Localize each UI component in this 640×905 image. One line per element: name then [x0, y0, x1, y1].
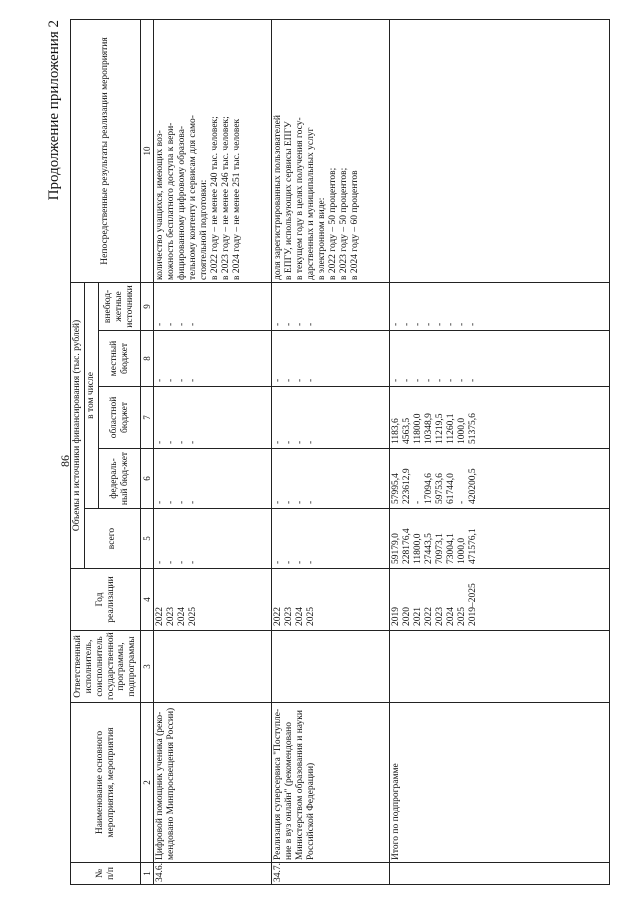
regional-value: 11800,0	[413, 413, 424, 444]
header-activity-name: Наименование основного мероприятия, мероприятия	[71, 703, 141, 863]
local-value: -	[284, 378, 295, 382]
extrabudget-value: -	[188, 322, 199, 326]
results-cell	[390, 19, 610, 282]
local-cell	[390, 331, 610, 387]
federal-value: -	[306, 500, 317, 504]
activity-name-line: Реализация суперсервиса "Поступле-	[273, 708, 284, 860]
result-line: количество учащихся, имеющих воз-	[155, 130, 166, 280]
local-value: -	[467, 378, 478, 382]
executor-cell	[272, 631, 390, 703]
total-value: -	[166, 560, 177, 564]
total-value: 73004,1	[445, 533, 456, 564]
extrabudget-value: -	[391, 322, 402, 326]
local-value: -	[456, 378, 467, 382]
regional-value: 11219,5	[435, 413, 446, 444]
federal-value: 59753,6	[435, 473, 446, 504]
federal-value: -	[295, 500, 306, 504]
table-row	[390, 19, 610, 884]
header-extrabudget: внебюд-жетные источники	[99, 282, 141, 330]
appendix-continuation-header: Продолжение приложения 2	[46, 20, 62, 201]
extrabudget-value: -	[295, 322, 306, 326]
year-value: 2024	[295, 607, 306, 626]
regional-value: 4563,5	[402, 417, 413, 444]
extrabudget-value: -	[166, 322, 177, 326]
header-local: местный бюджет	[99, 331, 141, 387]
result-line: в 2023 году – 50 процентов;	[338, 167, 349, 280]
federal-cell	[390, 449, 610, 509]
federal-value: -	[273, 500, 284, 504]
local-value: -	[424, 378, 435, 382]
table-row	[272, 19, 390, 884]
result-line: можность бесплатного доступа к вери-	[166, 122, 177, 280]
result-line: в электронном виде:	[317, 197, 328, 280]
regional-value: -	[166, 440, 177, 444]
total-value: -	[177, 560, 188, 564]
header-results: Непосредственные результаты реализации мероприятия	[71, 19, 141, 282]
local-cell	[272, 331, 390, 387]
extrabudget-cell	[390, 282, 610, 330]
header-total: всего	[85, 509, 141, 569]
column-number-row	[141, 19, 154, 884]
year-value: 2023	[435, 607, 446, 626]
header-year: Год реализации	[71, 569, 141, 631]
federal-value: -	[155, 500, 166, 504]
federal-value: -	[166, 500, 177, 504]
result-line: в 2024 году – не менее 251 тыс. человек	[231, 118, 242, 280]
table-row	[154, 19, 272, 884]
local-value: -	[188, 378, 199, 382]
column-number: 2	[141, 703, 154, 863]
executor-cell	[390, 631, 610, 703]
regional-value: -	[295, 440, 306, 444]
table-body	[154, 19, 610, 884]
total-value: -	[295, 560, 306, 564]
result-line: в ЕПГУ, использующих сервисы ЕПГУ	[284, 121, 295, 280]
local-value: -	[413, 378, 424, 382]
result-line: в текущем году в целях получения госу-	[295, 117, 306, 280]
total-cell	[154, 509, 272, 569]
year-value: 2022	[424, 607, 435, 626]
year-value: 2023	[166, 607, 177, 626]
activity-name-line: Цифровой помощник ученика (реко-	[155, 711, 166, 860]
result-line: дарственных и муниципальных услуг	[306, 127, 317, 280]
local-value: -	[306, 378, 317, 382]
column-number: 5	[141, 509, 154, 569]
extrabudget-value: -	[413, 322, 424, 326]
results-cell	[272, 19, 390, 282]
extrabudget-value: -	[177, 322, 188, 326]
activity-name-line: Министерством образования и науки	[295, 710, 306, 860]
column-number: 7	[141, 387, 154, 449]
total-value: 471576,1	[467, 528, 478, 564]
regional-value: 10348,9	[424, 413, 435, 444]
total-value: 228176,4	[402, 528, 413, 564]
total-value: -	[273, 560, 284, 564]
federal-value: -	[188, 500, 199, 504]
federal-cell	[272, 449, 390, 509]
regional-cell	[390, 387, 610, 449]
total-value: -	[284, 560, 295, 564]
column-number: 8	[141, 331, 154, 387]
result-line: тельному контенту и сервисам для само-	[188, 115, 199, 280]
activity-name-cell	[154, 703, 272, 863]
header-funding-group: Объемы и источники финансирования (тыс. рублей)	[71, 282, 85, 568]
local-value: -	[402, 378, 413, 382]
regional-value: -	[306, 440, 317, 444]
total-value: 70973,1	[435, 533, 446, 564]
header-regional: областной бюджет	[99, 387, 141, 449]
local-value: -	[177, 378, 188, 382]
federal-value: 223612,9	[402, 468, 413, 504]
regional-value: 1000,0	[456, 417, 467, 444]
regional-cell	[272, 387, 390, 449]
header-executor: Ответственный исполнитель, соисполнитель государственной программы, подпрограммы	[71, 631, 141, 703]
total-value: 1000,0	[456, 537, 467, 564]
regional-value: -	[177, 440, 188, 444]
year-value: 2021	[413, 607, 424, 626]
year-value: 2025	[306, 607, 317, 626]
extrabudget-value: -	[456, 322, 467, 326]
year-value: 2019	[391, 607, 402, 626]
year-value: 2025	[456, 607, 467, 626]
local-value: -	[435, 378, 446, 382]
years-cell	[154, 569, 272, 631]
local-value: -	[391, 378, 402, 382]
program-activities-table	[70, 19, 610, 885]
result-line: фицированному цифровому образова-	[177, 125, 188, 280]
column-number: 9	[141, 282, 154, 330]
activity-name-line: мендовано Минпросвещения России)	[166, 707, 177, 860]
total-value: -	[306, 560, 317, 564]
result-line: стоятельной подготовки:	[199, 179, 210, 280]
total-value: -	[155, 560, 166, 564]
federal-value: 17094,6	[424, 473, 435, 504]
extrabudget-value: -	[402, 322, 413, 326]
regional-value: -	[188, 440, 199, 444]
executor-cell	[154, 631, 272, 703]
page-number: 86	[58, 455, 72, 467]
year-value: 2025	[188, 607, 199, 626]
column-number: 4	[141, 569, 154, 631]
year-value: 2019–2025	[467, 583, 478, 626]
regional-value: -	[155, 440, 166, 444]
federal-value: -	[413, 500, 424, 504]
result-line: в 2022 году – не менее 240 тыс. человек;	[209, 116, 220, 280]
extrabudget-value: -	[306, 322, 317, 326]
federal-value: 61744,0	[445, 473, 456, 504]
activity-name-line: Российской Федерации)	[306, 762, 317, 860]
extrabudget-value: -	[155, 322, 166, 326]
header-federal: федераль-ный бюд-жет	[99, 449, 141, 509]
local-value: -	[273, 378, 284, 382]
result-line: в 2022 году – 50 процентов;	[327, 167, 338, 280]
extrabudget-value: -	[435, 322, 446, 326]
regional-value: 51375,6	[467, 413, 478, 444]
activity-name-cell	[390, 703, 610, 863]
local-cell	[154, 331, 272, 387]
column-number: 3	[141, 631, 154, 703]
extrabudget-value: -	[273, 322, 284, 326]
federal-value: -	[284, 500, 295, 504]
federal-value: 420200,5	[467, 468, 478, 504]
regional-value: 1183,6	[391, 418, 402, 444]
year-value: 2020	[402, 607, 413, 626]
total-value: 11800,0	[413, 533, 424, 564]
column-number: 6	[141, 449, 154, 509]
row-number-cell: 34.7.	[272, 863, 390, 885]
year-value: 2024	[177, 607, 188, 626]
regional-value: 11260,1	[445, 413, 456, 444]
results-cell	[154, 19, 272, 282]
regional-cell	[154, 387, 272, 449]
year-value: 2022	[273, 607, 284, 626]
extrabudget-value: -	[467, 322, 478, 326]
year-value: 2024	[445, 607, 456, 626]
header-row-number: № п/п	[71, 863, 141, 885]
row-number-cell	[390, 863, 610, 885]
regional-value: -	[273, 440, 284, 444]
total-value: 59179,0	[391, 533, 402, 564]
year-value: 2022	[155, 607, 166, 626]
extrabudget-cell	[272, 282, 390, 330]
column-number: 1	[141, 863, 154, 885]
regional-value: -	[284, 440, 295, 444]
years-cell	[390, 569, 610, 631]
extrabudget-cell	[154, 282, 272, 330]
activity-name-cell	[272, 703, 390, 863]
result-line: в 2023 году – не менее 246 тыс. человек;	[220, 116, 231, 280]
header-including: в том числе	[85, 282, 99, 508]
result-line: в 2024 году – 60 процентов	[349, 170, 360, 280]
total-value: 27443,5	[424, 533, 435, 564]
local-value: -	[295, 378, 306, 382]
total-cell	[272, 509, 390, 569]
federal-value: -	[456, 500, 467, 504]
local-value: -	[155, 378, 166, 382]
row-number-cell: 34.6.	[154, 863, 272, 885]
local-value: -	[445, 378, 456, 382]
years-cell	[272, 569, 390, 631]
result-line: доля зарегистрированных пользователей	[273, 115, 284, 280]
federal-value: 57995,4	[391, 473, 402, 504]
local-value: -	[166, 378, 177, 382]
activity-name-line: ние в вуз онлайн" (рекомендовано	[284, 721, 295, 860]
federal-cell	[154, 449, 272, 509]
extrabudget-value: -	[424, 322, 435, 326]
total-value: -	[188, 560, 199, 564]
total-cell	[390, 509, 610, 569]
extrabudget-value: -	[445, 322, 456, 326]
activity-name-line: Итого по подпрограмме	[391, 763, 402, 860]
federal-value: -	[177, 500, 188, 504]
year-value: 2023	[284, 607, 295, 626]
column-number: 10	[141, 19, 154, 282]
extrabudget-value: -	[284, 322, 295, 326]
